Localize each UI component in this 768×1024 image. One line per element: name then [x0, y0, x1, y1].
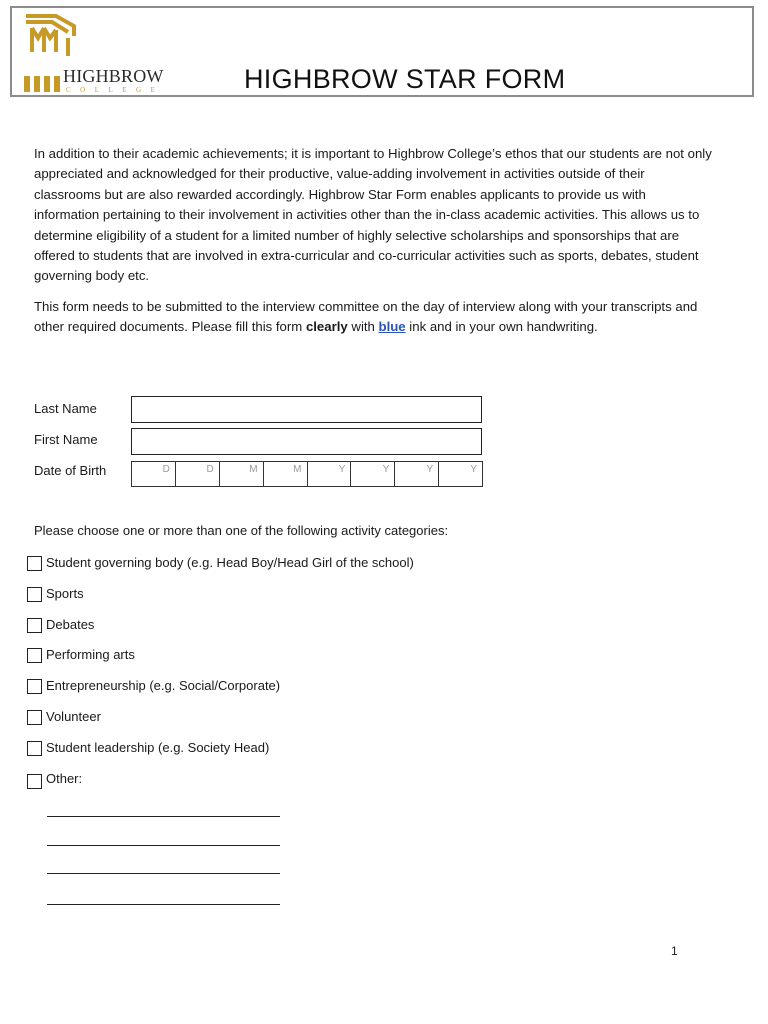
logo-subtitle: COLLEGE	[66, 86, 165, 94]
first-name-label: First Name	[34, 432, 98, 447]
category-checkbox[interactable]	[27, 679, 42, 694]
page-title: HIGHBROW STAR FORM	[244, 64, 566, 94]
other-answer-line[interactable]	[47, 873, 280, 874]
dob-month-cell[interactable]: M	[264, 462, 308, 486]
instructions-paragraph	[34, 297, 714, 338]
intro-paragraph: In addition to their academic achievements; it is important to Highbrow College’s ethos that our students are not only appreciated and acknowledged for their productive, value-adding involvement in activities outside of their classrooms but are also rewarded accordingly. Highbrow Star Form enables applicants to provide us with information pertaining to their involvement in activities other than the in-class academic activities. This allows us to determine eligibility of a student for a limited number of highly selective scholarships and sponsorships that are offered to students that are involved in extra-curricular and co-curricular activities such as sports, debates, student governing body etc.	[34, 146, 712, 284]
category-student-leadership[interactable]	[27, 740, 269, 758]
page-number: 1	[671, 944, 678, 958]
dob-year-cell[interactable]: Y	[308, 462, 352, 486]
category-label: Sports	[46, 586, 84, 601]
category-label: Entrepreneurship (e.g. Social/Corporate)	[46, 678, 281, 693]
other-answer-line[interactable]	[47, 904, 280, 905]
category-volunteer[interactable]	[27, 709, 101, 727]
category-other[interactable]	[27, 771, 82, 789]
category-checkbox[interactable]	[27, 710, 42, 725]
instructions-text: ink and in your own handwriting.	[405, 319, 598, 335]
dob-label: Date of Birth	[34, 463, 107, 478]
instructions-bold-word: clearly	[305, 319, 348, 335]
dob-field	[131, 461, 483, 487]
category-label: Student governing body (e.g. Head Boy/Head Girl of the school)	[46, 555, 414, 570]
college-logo	[22, 12, 177, 96]
other-answer-line[interactable]	[47, 845, 280, 846]
category-checkbox[interactable]	[27, 741, 42, 756]
other-answer-line[interactable]	[47, 816, 280, 817]
last-name-label: Last Name	[34, 401, 97, 416]
category-entrepreneurship[interactable]	[27, 678, 280, 696]
dob-year-cell[interactable]: Y	[351, 462, 395, 486]
categories-prompt: Please choose one or more than one of the following activity categories:	[34, 523, 449, 538]
category-sports[interactable]	[27, 586, 84, 604]
category-label: Volunteer	[46, 709, 101, 724]
dob-day-cell[interactable]: D	[176, 462, 220, 486]
category-label: Performing arts	[46, 647, 135, 662]
category-checkbox[interactable]	[27, 587, 42, 602]
category-checkbox[interactable]	[27, 618, 42, 633]
category-checkbox[interactable]	[27, 556, 42, 571]
first-name-field[interactable]	[131, 428, 482, 455]
category-student-governing-body[interactable]	[27, 555, 414, 573]
category-label: Student leadership (e.g. Society Head)	[46, 740, 270, 755]
category-checkbox[interactable]	[27, 648, 42, 663]
instructions-text: with	[347, 319, 379, 335]
category-label: Debates	[46, 617, 95, 632]
instructions-blue-word: blue	[378, 319, 406, 335]
dob-year-cell[interactable]: Y	[470, 464, 477, 475]
category-performing-arts[interactable]	[27, 647, 135, 665]
form-header	[10, 6, 754, 97]
dob-year-cell[interactable]: Y	[395, 462, 439, 486]
instructions-text: This form needs to be submitted to the interview committee on the day of interview along with your transcripts and other required documents. Please fill this form	[34, 299, 698, 335]
category-label: Other:	[46, 771, 83, 786]
last-name-field[interactable]	[131, 396, 482, 423]
dob-day-cell[interactable]: D	[132, 462, 176, 486]
category-checkbox[interactable]	[27, 774, 42, 789]
dob-month-cell[interactable]: M	[220, 462, 264, 486]
logo-wordmark: HIGHBROW	[63, 66, 164, 86]
category-debates[interactable]	[27, 617, 94, 635]
